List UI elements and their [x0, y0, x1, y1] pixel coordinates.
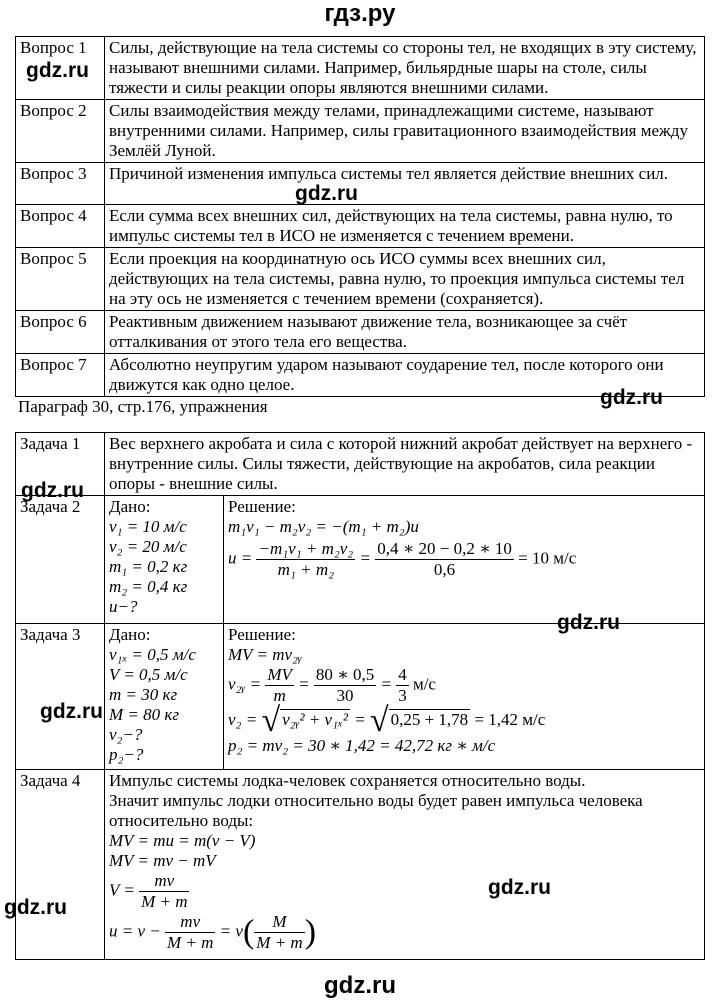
row-text: Силы взаимодействия между телами, принадлежащими системе, называют внутренними силами. Например, силы гравитационного взаимодействия между Землёй Луной.: [105, 100, 705, 163]
eq-lhs: u =: [228, 548, 253, 568]
fraction: [254, 912, 304, 953]
page-header-title: гдз.ру: [324, 0, 396, 27]
table-row: [16, 163, 705, 205]
watermark: gdz.ru: [295, 182, 358, 205]
fraction-numerator: 80 ∗ 0,5: [315, 665, 375, 684]
task-label: Задача 3: [16, 624, 105, 770]
given-line: p₂−?: [109, 745, 144, 764]
eq-lhs: V =: [109, 880, 135, 900]
radicand: v₂ᵧ² + v₁ₓ²: [282, 709, 348, 729]
row-label: Вопрос 6: [16, 311, 105, 354]
equation: [109, 912, 700, 953]
fraction-denominator: M + m: [256, 933, 303, 952]
task-label: Задача 4: [16, 770, 105, 960]
paren-open-icon: (: [242, 913, 255, 951]
questions-table: [15, 36, 705, 397]
fraction-numerator: 4: [398, 665, 407, 684]
watermark: gdz.ru: [26, 59, 89, 82]
row-label: Вопрос 2: [16, 100, 105, 163]
task-solution: [224, 496, 705, 624]
page-footer-site: gdz.ru: [324, 972, 396, 999]
table-row: [16, 311, 705, 354]
paragraph-reference: Параграф 30, стр.176, упражнения: [18, 397, 268, 416]
row-text: Причиной изменения импульса системы тел является действие внешних сил.: [105, 163, 705, 205]
watermark: gdz.ru: [40, 700, 103, 723]
row-text: Реактивным движением называют движение тела, возникающее за счёт отталкивания от этого тела его вещества.: [105, 311, 705, 354]
given-line: v₂−?: [109, 725, 143, 744]
eq-result: = 10 м/с: [518, 548, 577, 568]
row-text: Абсолютно неупругим ударом называют соударение тел, после которого они движутся как одно целое.: [105, 354, 705, 397]
fraction: [396, 665, 409, 706]
fraction: [375, 539, 514, 580]
radicand: 0,25 + 1,78: [390, 709, 469, 729]
task-line: Импульс системы лодка-человек сохраняется относительно воды.: [109, 771, 586, 790]
equation: MV = mu = m(v − V): [109, 831, 256, 850]
given-line: v₁ₓ = 0,5 м/с: [109, 645, 196, 664]
row-text: Силы, действующие на тела системы со стороны тел, не входящих в эту систему, называют внешними силами. Например, бильярдные шары на столе, силы тяжести и силы реакции опоры являются внешними силами.: [105, 37, 705, 100]
task-text: Вес верхнего акробата и сила с которой нижний акробат действует на верхнего - внутренние силы. Силы тяжести, действующие на акробатов, сила реакции опоры - внешние силы.: [105, 433, 705, 496]
fraction-denominator: 0,6: [433, 560, 456, 579]
eq-lhs: u = v −: [109, 921, 161, 941]
table-row: [16, 770, 705, 960]
given-line: v₂ = 20 м/с: [109, 537, 187, 556]
given-line: m = 30 кг: [109, 685, 178, 704]
row-text: Если проекция на координатную ось ИСО суммы всех внешних сил, действующих на тела системы, равна нулю, то проекция импульса системы тел на эту ось не изменяется с течением времени (сохраняется).: [105, 248, 705, 311]
paren-close-icon: ): [304, 913, 317, 951]
task-given: [105, 496, 224, 624]
equation: m₁v₁ − m₂v₂ = −(m₁ + m₂)u: [228, 517, 419, 536]
given-line: M = 80 кг: [109, 705, 179, 724]
table-row: [16, 496, 705, 624]
task-solution: [224, 624, 705, 770]
fraction: [256, 539, 355, 580]
equation: MV = mv₂ᵧ: [228, 645, 302, 664]
given-line: u−?: [109, 597, 138, 616]
given-title: Дано:: [109, 625, 151, 644]
watermark: gdz.ru: [488, 876, 551, 899]
task-given: [105, 624, 224, 770]
eq-lhs: v₂ᵧ =: [228, 674, 262, 694]
fraction: [265, 665, 294, 706]
task-label: Задача 2: [16, 496, 105, 624]
fraction-denominator: 3: [398, 686, 407, 705]
task-label: Задача 1: [16, 433, 105, 496]
fraction-numerator: mv: [165, 912, 215, 933]
row-label: Вопрос 1: [16, 37, 105, 100]
row-label: Вопрос 4: [16, 205, 105, 248]
equation: v₂ᵧ = $\frac{MV}{m}$ = $\frac{80 ∗ 0,5}{30}$ = $\frac{4}{3}$ м/с: [228, 665, 436, 705]
fraction-denominator: 30: [336, 686, 354, 705]
fraction-numerator: −m₁v₁ + m₂v₂: [258, 539, 354, 558]
table-row: [16, 248, 705, 311]
row-label: Вопрос 3: [16, 163, 105, 205]
solution-title: Решение:: [228, 625, 296, 644]
fraction-numerator: 0,4 ∗ 20 − 0,2 ∗ 10: [377, 539, 512, 558]
fraction-numerator: mv: [139, 871, 189, 892]
given-line: V = 0,5 м/с: [109, 665, 188, 684]
task-text: [105, 770, 705, 960]
watermark: gdz.ru: [557, 611, 620, 634]
fraction-denominator: M + m: [141, 892, 188, 911]
fraction: [314, 665, 376, 706]
equation: v₂ = √ v₂ᵧ² + v₁ₓ² = √ 0,25 + 1,78 = 1,42 м/с: [228, 702, 546, 739]
eq-result: = 1,42 м/с: [474, 709, 546, 729]
fraction-denominator: M + m: [167, 933, 214, 952]
row-label: Вопрос 7: [16, 354, 105, 397]
eq-lhs: v₂ =: [228, 709, 258, 729]
equation: MV = mv − mV: [109, 851, 216, 870]
fraction: [139, 871, 189, 912]
equation: p₂ = mv₂ = 30 ∗ 1,42 = 42,72 кг ∗ м/с: [228, 736, 496, 755]
eq-unit: м/с: [412, 674, 436, 694]
table-row: [16, 100, 705, 163]
fraction: [165, 912, 215, 953]
fraction-numerator: MV: [267, 665, 292, 684]
row-text: Если сумма всех внешних сил, действующих на тела системы, равна нулю, то импульс системы тел в ИСО не изменяется с течением времени.: [105, 205, 705, 248]
watermark: gdz.ru: [600, 386, 663, 409]
watermark: gdz.ru: [4, 896, 67, 919]
fraction-denominator: m: [273, 686, 286, 705]
eq-mid: = v: [219, 921, 243, 941]
tasks-table: [15, 432, 705, 960]
table-row: [16, 624, 705, 770]
sqrt-icon: √: [369, 702, 389, 739]
fraction-denominator: m₁ + m₂: [277, 560, 335, 579]
watermark: gdz.ru: [21, 479, 84, 502]
equation: [109, 871, 700, 912]
fraction-numerator: M: [254, 912, 304, 933]
table-row: [16, 205, 705, 248]
solution-title: Решение:: [228, 497, 296, 516]
given-title: Дано:: [109, 497, 151, 516]
row-label: Вопрос 5: [16, 248, 105, 311]
equation: u = $\frac{\text{−m₁v₁ + m₂v₂}}{\text{m₁ + m₂}}$ = $\frac{0,4 ∗ 20 - 0,2 ∗ 10}{0,6}$ = 10 м/с: [228, 539, 577, 579]
table-row: [16, 37, 705, 100]
given-line: v₁ = 10 м/с: [109, 517, 187, 536]
table-row: [16, 433, 705, 496]
sqrt-icon: √: [261, 702, 281, 739]
task-line: Значит импульс лодки относительно воды будет равен импульса человека относительно воды:: [109, 791, 643, 830]
given-line: m₂ = 0,4 кг: [109, 577, 188, 596]
given-line: m₁ = 0,2 кг: [109, 557, 188, 576]
